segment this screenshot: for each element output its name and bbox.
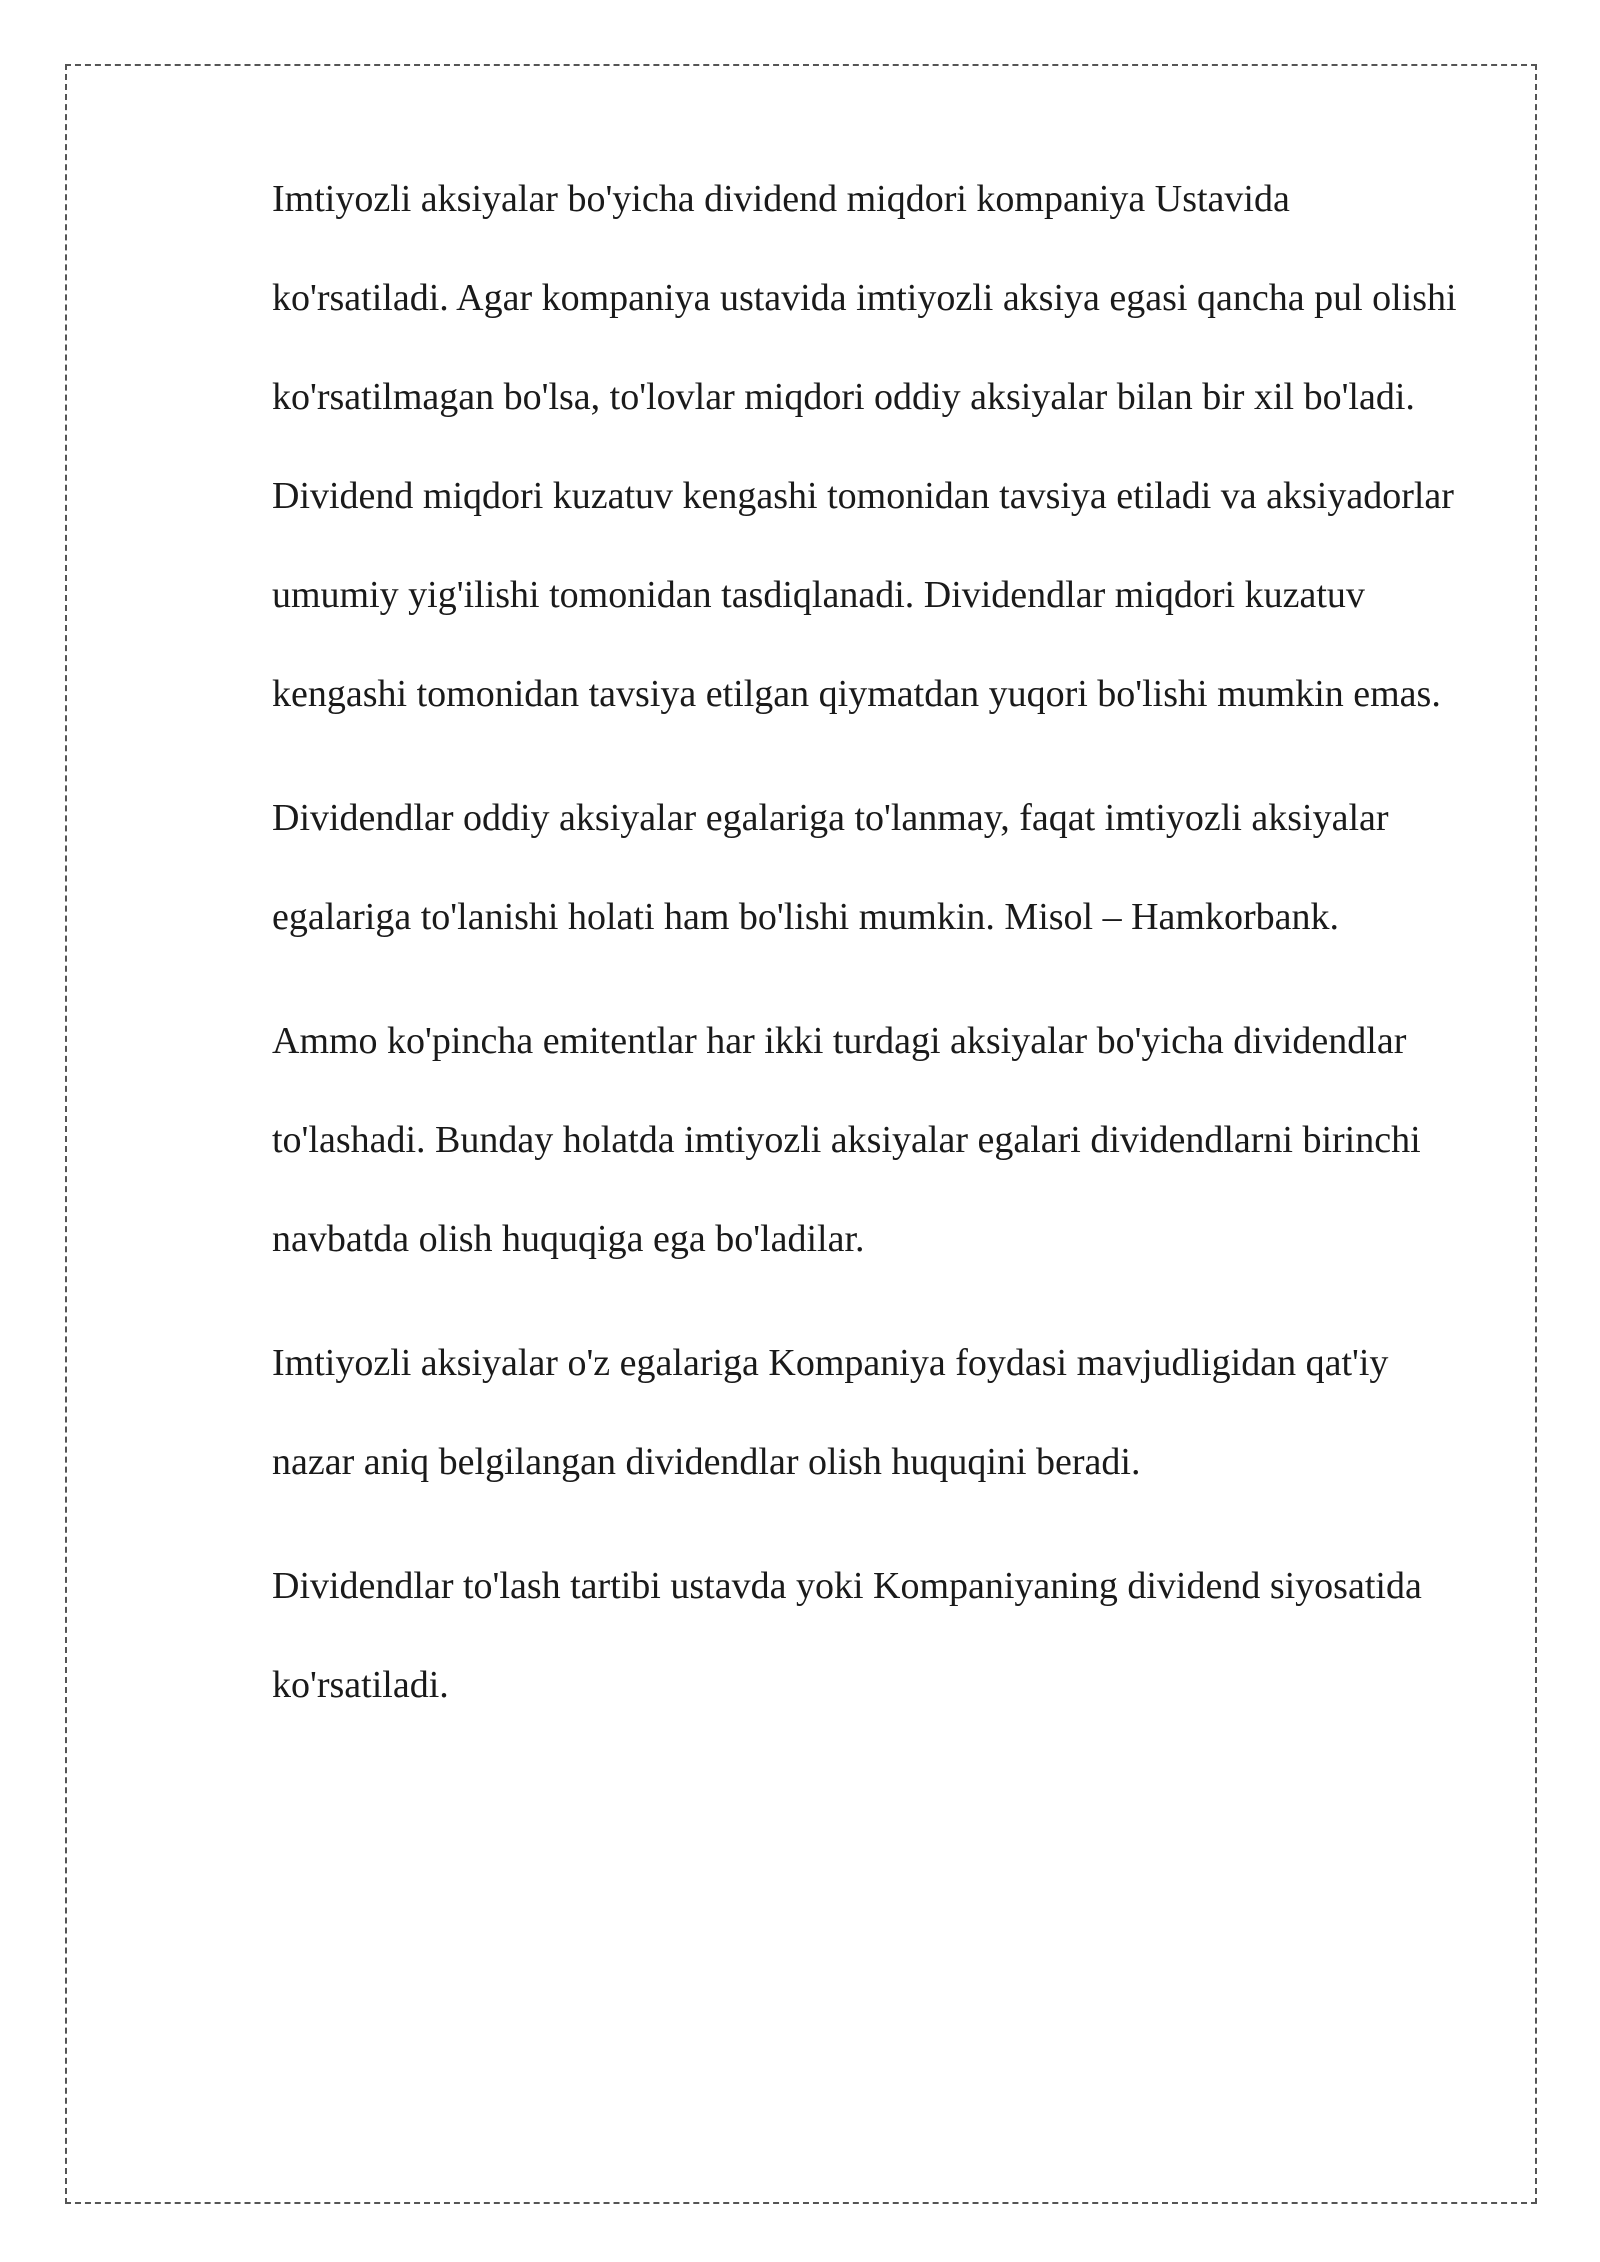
- paragraph-both-types: Ammo ko'pincha emitentlar har ikki turdagi aksiyalar bo'yicha dividendlar to'lashadi. Bunday holatda imtiyozli aksiyalar egalari dividendlarni birinchi navbatda olish huquqiga ega bo'ladilar.: [272, 1020, 1421, 1260]
- paragraph-preferred-only: Dividendlar oddiy aksiyalar egalariga to'lanmay, faqat imtiyozli aksiyalar egalariga to'lanishi holati ham bo'lishi mumkin. Misol – Hamkorbank.: [272, 797, 1389, 938]
- paragraph-fixed-dividends: Imtiyozli aksiyalar o'z egalariga Kompaniya foydasi mavjudligidan qat'iy nazar aniq belgilangan dividendlar olish huquqini beradi.: [272, 1342, 1389, 1483]
- document-body: [272, 150, 1472, 1760]
- paragraph-payment-procedure: Dividendlar to'lash tartibi ustavda yoki Kompaniyaning dividend siyosatida ko'rsatiladi.: [272, 1565, 1422, 1706]
- paragraph-dividend-amount: Imtiyozli aksiyalar bo'yicha dividend miqdori kompaniya Ustavida ko'rsatiladi. Agar kompaniya ustavida imtiyozli aksiya egasi qancha pul olishi ko'rsatilmagan bo'lsa, to'lovlar miqdori oddiy aksiyalar bilan bir xil bo'ladi. Dividend miqdori kuzatuv kengashi tomonidan tavsiya etiladi va aksiyadorlar umumiy yig'ilishi tomonidan tasdiqlanadi. Dividendlar miqdori kuzatuv kengashi tomonidan tavsiya etilgan qiymatdan yuqori bo'lishi mumkin emas.: [272, 178, 1457, 715]
